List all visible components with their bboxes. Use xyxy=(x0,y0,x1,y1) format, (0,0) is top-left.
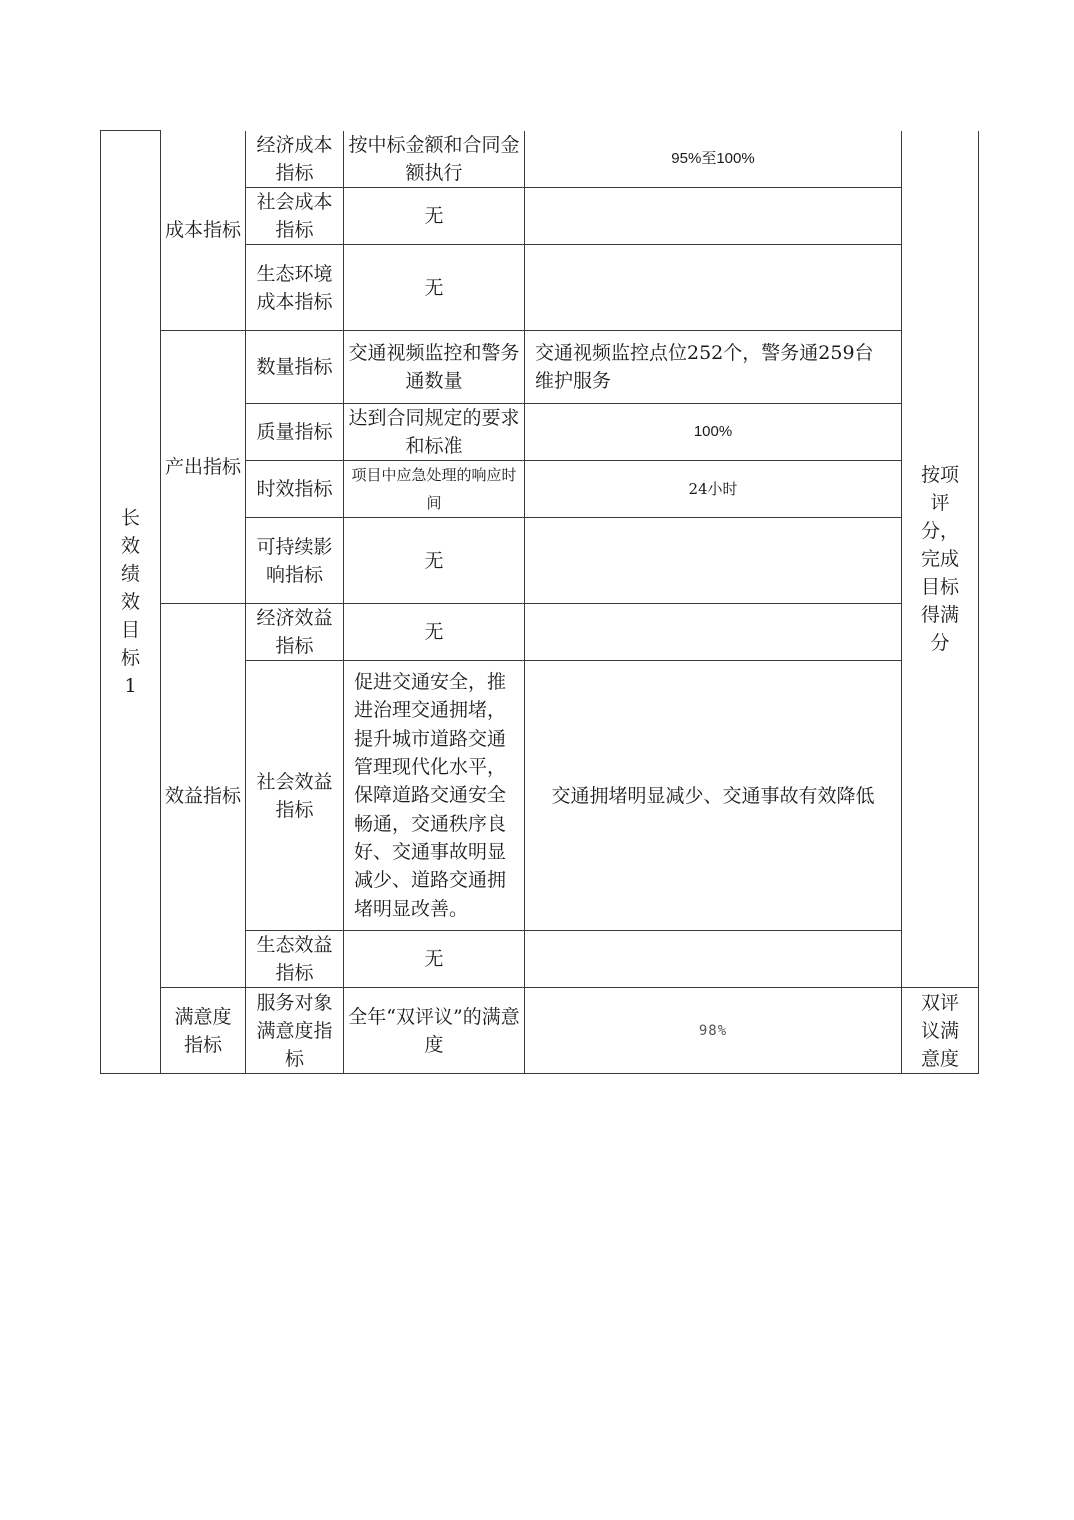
value-social-benefit: 交通拥堵明显减少、交通事故有效降低 xyxy=(525,661,902,931)
indicator-quality: 质量指标 xyxy=(246,404,344,461)
value-quality: 100% xyxy=(525,404,902,461)
content-eco-benefit: 无 xyxy=(344,931,525,988)
value-eco-benefit xyxy=(525,931,902,988)
content-quantity: 交通视频监控和警务通数量 xyxy=(344,331,525,404)
indicator-satisfaction: 服务对象满意度指标 xyxy=(246,988,344,1074)
indicator-economic-benefit: 经济效益指标 xyxy=(246,604,344,661)
content-social-cost: 无 xyxy=(344,188,525,245)
scoring-method-cell xyxy=(902,131,979,988)
content-social-benefit: 促进交通安全，推进治理交通拥堵，提升城市道路交通管理现代化水平，保障道路交通安全畅通，交通秩序良好、交通事故明显减少、道路交通拥堵明显改善。 xyxy=(344,661,525,931)
value-quantity: 交通视频监控点位252个，警务通259台维护服务 xyxy=(525,331,902,404)
indicator-quantity: 数量指标 xyxy=(246,331,344,404)
value-timeliness: 24小时 xyxy=(525,461,902,518)
indicator-social-cost: 社会成本指标 xyxy=(246,188,344,245)
category-cost: 成本指标 xyxy=(161,131,246,331)
content-quality: 达到合同规定的要求和标准 xyxy=(344,404,525,461)
scoring-satisfaction-text: 双评议满意度 xyxy=(921,991,960,1070)
content-timeliness: 项目中应急处理的响应时间 xyxy=(344,461,525,518)
category-output: 产出指标 xyxy=(161,331,246,604)
content-economic-benefit: 无 xyxy=(344,604,525,661)
category-satisfaction xyxy=(161,988,246,1074)
main-target-text: 长效绩效目标1 xyxy=(121,507,141,697)
performance-target-table xyxy=(100,130,979,1074)
value-social-cost xyxy=(525,188,902,245)
indicator-social-benefit: 社会效益指标 xyxy=(246,661,344,931)
value-economic-benefit xyxy=(525,604,902,661)
content-economic-cost: 按中标金额和合同金额执行 xyxy=(344,131,525,188)
indicator-timeliness: 时效指标 xyxy=(246,461,344,518)
value-eco-cost xyxy=(525,245,902,331)
content-sustainability: 无 xyxy=(344,518,525,604)
scoring-satisfaction-cell xyxy=(902,988,979,1074)
content-satisfaction: 全年“双评议”的满意度 xyxy=(344,988,525,1074)
indicator-eco-benefit: 生态效益指标 xyxy=(246,931,344,988)
content-eco-cost: 无 xyxy=(344,245,525,331)
main-target-cell xyxy=(101,131,161,1074)
indicator-eco-cost: 生态环境成本指标 xyxy=(246,245,344,331)
indicator-sustainability: 可持续影响指标 xyxy=(246,518,344,604)
scoring-method-text: 按项评分，完成目标得满分 xyxy=(921,463,960,654)
value-satisfaction: 98% xyxy=(525,988,902,1074)
category-satisfaction-text: 满意度指标 xyxy=(174,1005,232,1056)
value-economic-cost: 95%至100% xyxy=(525,131,902,188)
indicator-economic-cost: 经济成本指标 xyxy=(246,131,344,188)
value-sustainability xyxy=(525,518,902,604)
category-benefit: 效益指标 xyxy=(161,604,246,988)
